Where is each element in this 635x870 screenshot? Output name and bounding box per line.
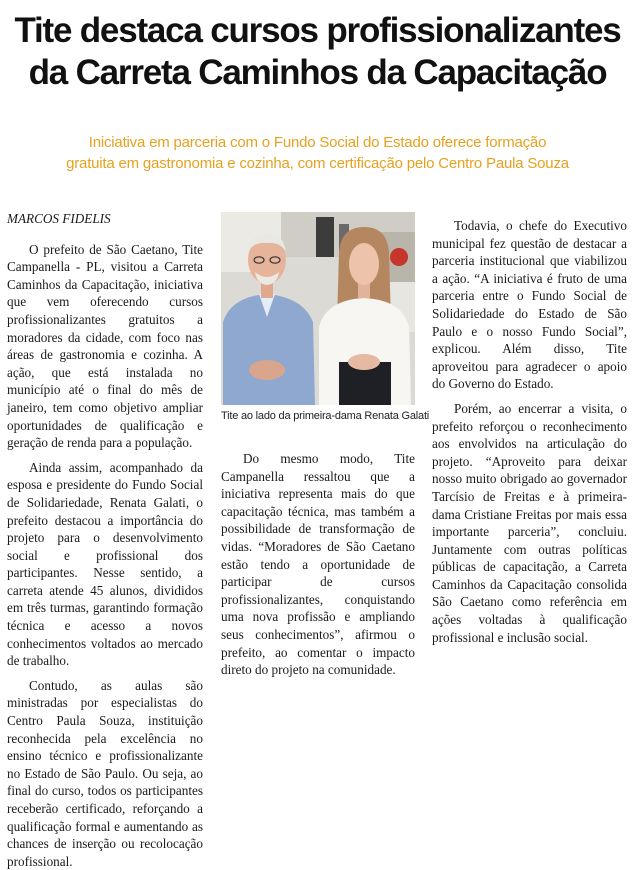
article-column-1 <box>7 210 203 870</box>
article-paragraph-5: Todavia, o chefe do Executivo municipal fez questão de destacar a parceria institucional que viabilizou a ação. “A iniciativa é fruto de uma parceria entre o Fundo Social de Solidariedade do Estado de São Paulo e o nosso Fundo Social”, explicou. Além disso, Tite aproveitou para agradecer o apoio do Governo do Estado. <box>432 218 627 392</box>
article-paragraph-6: Porém, ao encerrar a visita, o prefeito reforçou o reconhecimento aos envolvidos na articulação do projeto. “Aproveito para deixar nosso muito obrigado ao governador Tarcísio de Freitas e à primeira-dama Cristiane Freitas por mais essa importante parceria”, concluiu. Juntamente com outras políticas públicas de capacitação, a Carreta Caminhos da Capacitação consolida São Caetano como referência em ações voltadas à qualificação profissional e inclusão social. <box>432 400 627 645</box>
subheadline-line-2: gratuita em gastronomia e cozinha, com certificação pelo Centro Paula Souza <box>66 155 569 172</box>
headline-line-1: Tite destaca cursos profissionalizantes <box>14 11 621 50</box>
article-paragraph-3: Contudo, as aulas são ministradas por especialistas do Centro Paula Souza, instituição reconhecida pela excelência no ensino técnico e profissionalizante no Estado de São Paulo. Ou seja, ao final do curso, todos os participantes receberão certificado, reforçando a qualificação formal e aumentando as chances de inserção ou recolocação profissional. <box>7 677 203 869</box>
article-paragraph-2: Ainda assim, acompanhado da esposa e presidente do Fundo Social de Solidariedade, Renata Galati, o prefeito destacou a importância do projeto para o desenvolvimento social e profissional dos participantes. Nesse sentido, a carreta atende 45 alunos, divididos em três turmas, garantindo formação técnica e acesso a novos conhecimentos voltados ao mercado de trabalho. <box>7 459 203 669</box>
article-paragraph-1: O prefeito de São Caetano, Tite Campanella - PL, visitou a Carreta Caminhos da Capacitação, iniciativa que vem oferecendo cursos profissionalizantes gratuitos a moradores da cidade, com foco nas áreas de gastronomia e cozinha. A ação, que está instalada no município até o final do mês de janeiro, tem como objetivo ampliar oportunidades de qualificação e geração de renda para a população. <box>7 241 203 451</box>
headline-line-2: da Carreta Caminhos da Capacitação <box>28 53 607 92</box>
subheadline-line-1: Iniciativa em parceria com o Fundo Social do Estado oferece formação <box>88 134 547 151</box>
headline <box>0 10 635 94</box>
article-column-3 <box>432 210 627 646</box>
photo-illustration <box>221 212 415 405</box>
subheadline <box>0 132 635 174</box>
photo-caption: Tite ao lado da primeira-dama Renata Galati <box>221 410 430 422</box>
byline: MARCOS FIDELIS <box>7 211 111 226</box>
article-column-2 <box>221 450 415 679</box>
article-paragraph-4: Do mesmo modo, Tite Campanella ressaltou que a iniciativa representa mais do que capacitação técnica, mas também a possibilidade de transformação de vidas. “Moradores de São Caetano estão tendo a oportunidade de participar de cursos profissionalizantes, conquistando uma nova profissão e ampliando seus conhecimentos”, afirmou o prefeito, ao comentar o impacto direto do projeto na comunidade. <box>221 451 415 678</box>
article-photo <box>221 212 415 405</box>
